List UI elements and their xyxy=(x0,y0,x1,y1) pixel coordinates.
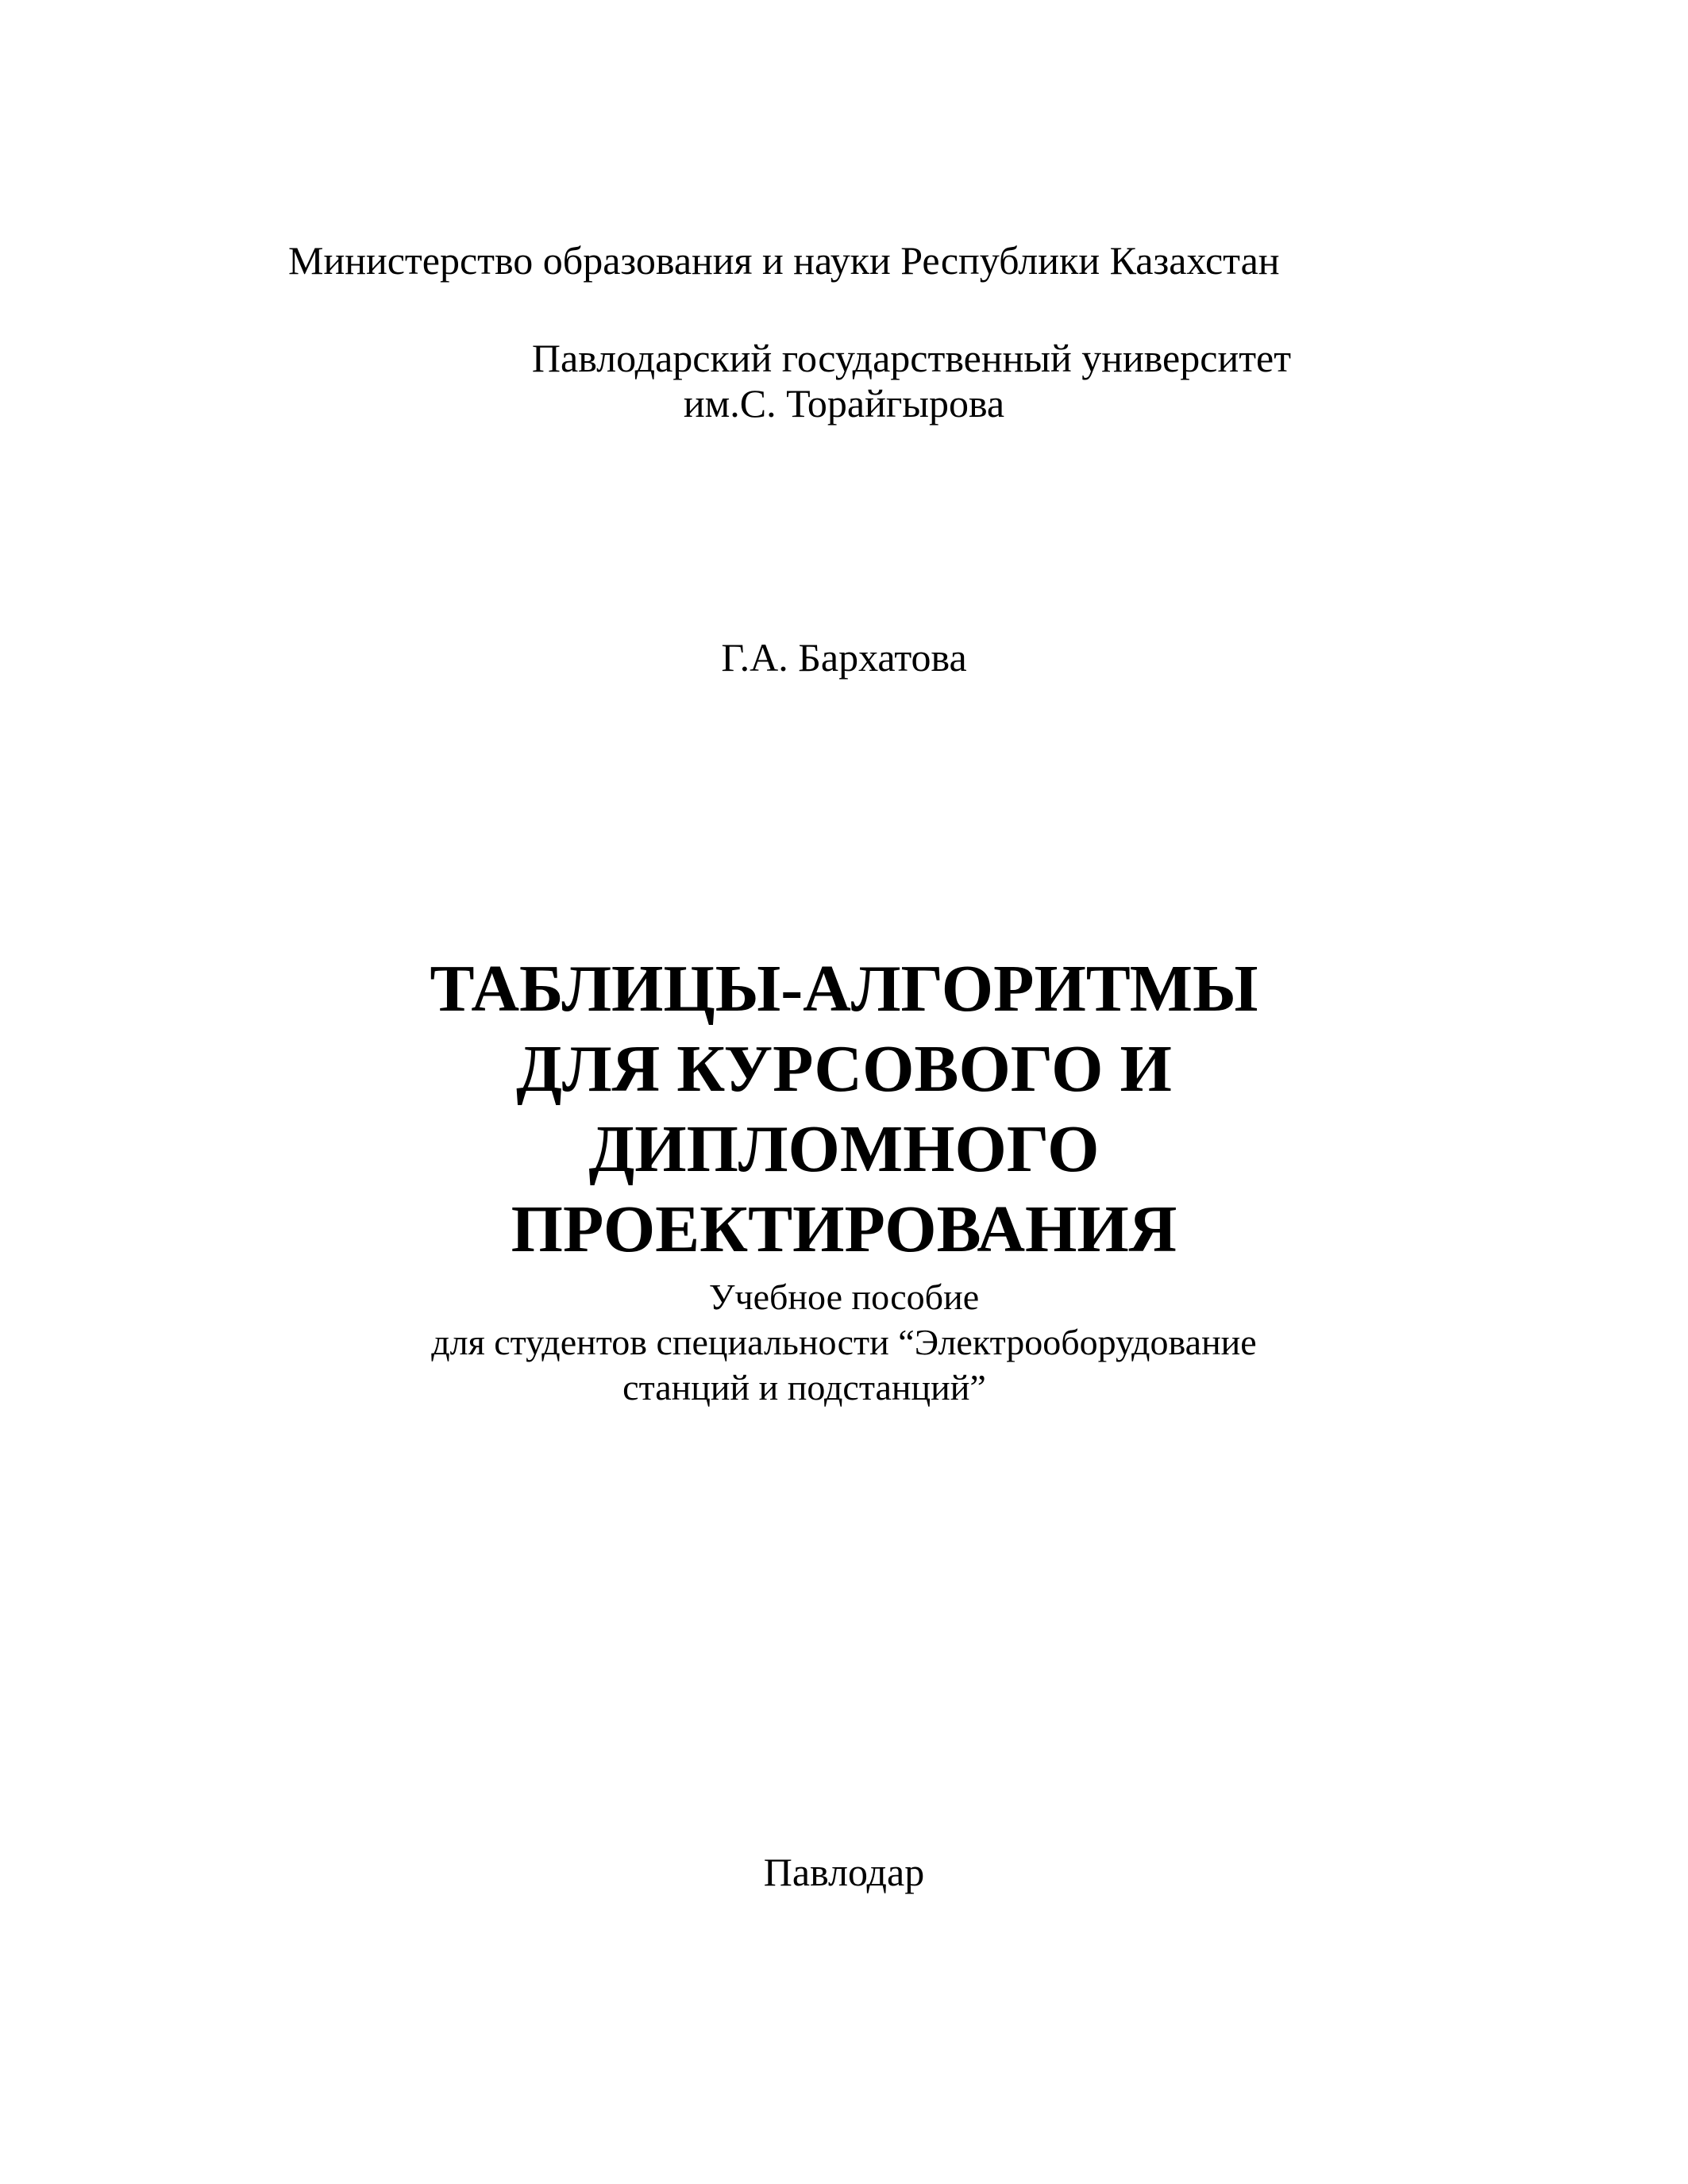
document-subtitle xyxy=(0,1274,1688,1410)
document-title xyxy=(0,949,1688,1269)
ministry-name: Министерство образования и науки Республики Казахстан xyxy=(288,238,1280,283)
university-name-line-2: им.С. Торайгырова xyxy=(683,381,1005,426)
document-title-line-4: ПРОЕКТИРОВАНИЯ xyxy=(511,1192,1177,1266)
publication-city: Павлодар xyxy=(763,1850,925,1894)
subtitle-line-3: станций и подстанций” xyxy=(622,1367,986,1408)
document-title-line-2: ДЛЯ КУРСОВОГО И xyxy=(516,1032,1172,1106)
document-title-line-3: ДИПЛОМНОГО xyxy=(588,1112,1100,1186)
university-name-line-1: Павлодарский государственный университет xyxy=(531,336,1292,380)
document-title-line-1: ТАБЛИЦЫ-АЛГОРИТМЫ xyxy=(430,952,1258,1026)
subtitle-line-2: для студентов специальности “Электрооборудование xyxy=(431,1322,1257,1362)
university-name xyxy=(0,336,1688,426)
subtitle-line-1: Учебное пособие xyxy=(708,1277,980,1317)
author-name: Г.А. Бархатова xyxy=(721,635,967,680)
